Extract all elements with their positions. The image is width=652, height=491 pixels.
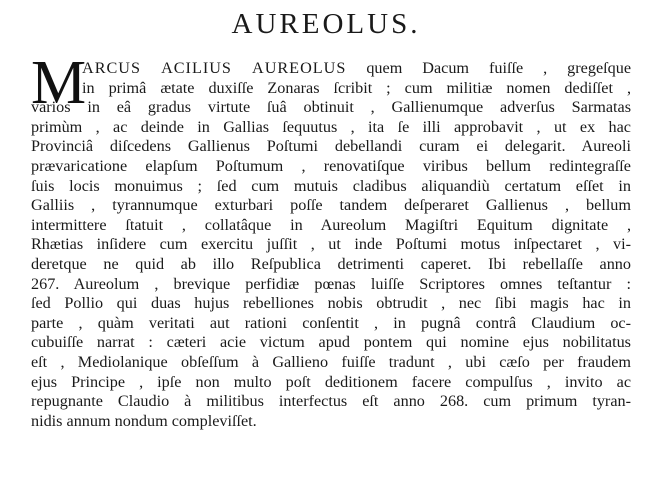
first-line-rest: quem Dacum fuiſſe , gregeſque: [346, 59, 631, 77]
page-title: AUREOLUS.: [231, 8, 421, 40]
text-line: ſed Pollio qui duas hujus rebelliones nobis obtrudit , nec ſibi magis hac in: [31, 294, 631, 313]
text-line: Galliis , tyrannumque exturbari poſſe tandem deſperaret Gallienus , bellum: [31, 196, 631, 215]
drop-cap-initial: M: [31, 49, 87, 117]
text-line: varios in eâ gradus virtute ſuâ obtinuit , Gallienumque adverſus Sarmatas: [31, 98, 631, 117]
text-line: deretque ne quid ab illo Reſpublica detrimenti caperet. Ibi rebellaſſe anno: [31, 254, 631, 273]
text-line-last: nidis annum nondum compleviſſet.: [31, 411, 257, 430]
text-line: cubuiſſe narrat : cæteri acie victum apud pontem qui nomine ejus nobilitatus: [31, 333, 631, 352]
author-name-smallcaps: ARCUS ACILIUS AUREOLUS: [82, 59, 347, 77]
body-paragraph: [31, 59, 631, 431]
text-line: primùm , ac deinde in Gallias ſequutus , ita ſe illi approbavit , ut ex hac: [31, 117, 631, 136]
text-line: Rhætias inſidere cum exercitu juſſit , ut inde Poſtumi motus inſpectaret , vi-: [31, 235, 631, 254]
text-line: prævaricatione elapſum Poſtumum , renovatiſque viribus bellum redintegraſſe: [31, 156, 631, 175]
text-line: 267. Aureolum , brevique perfidiæ pœnas luiſſe Scriptores omnes teſtantur :: [31, 274, 631, 293]
text-line: ſuis locis monuimus ; ſed cum mutuis cladibus aliquandiù certatum eſſet in: [31, 176, 631, 195]
text-line: in primâ ætate duxiſſe Zonaras ſcribit ; cum militiæ nomen dediſſet ,: [82, 78, 631, 97]
text-line: Provinciâ diſcedens Gallienus Poſtumi debellandi curam ei delegarit. Aureoli: [31, 137, 631, 156]
text-line: ejus Principe , ipſe non multo poſt deditionem facere compulſus , invito ac: [31, 372, 631, 391]
text-line: [31, 59, 631, 79]
text-line: repugnante Claudio à militibus interfectus eſt anno 268. cum primum tyran-: [31, 392, 631, 411]
text-line: eſt , Mediolanique obſeſſum à Gallieno fuiſſe tradunt , ubi cæſo per fraudem: [31, 352, 631, 371]
text-line: intermittere ſtatuit , collatâque in Aureolum Magiſtri Equitum dignitate ,: [31, 215, 631, 234]
text-line: parte , quàm veritati aut rationi conſentit , in pugnâ contrâ Claudium oc-: [31, 313, 631, 332]
